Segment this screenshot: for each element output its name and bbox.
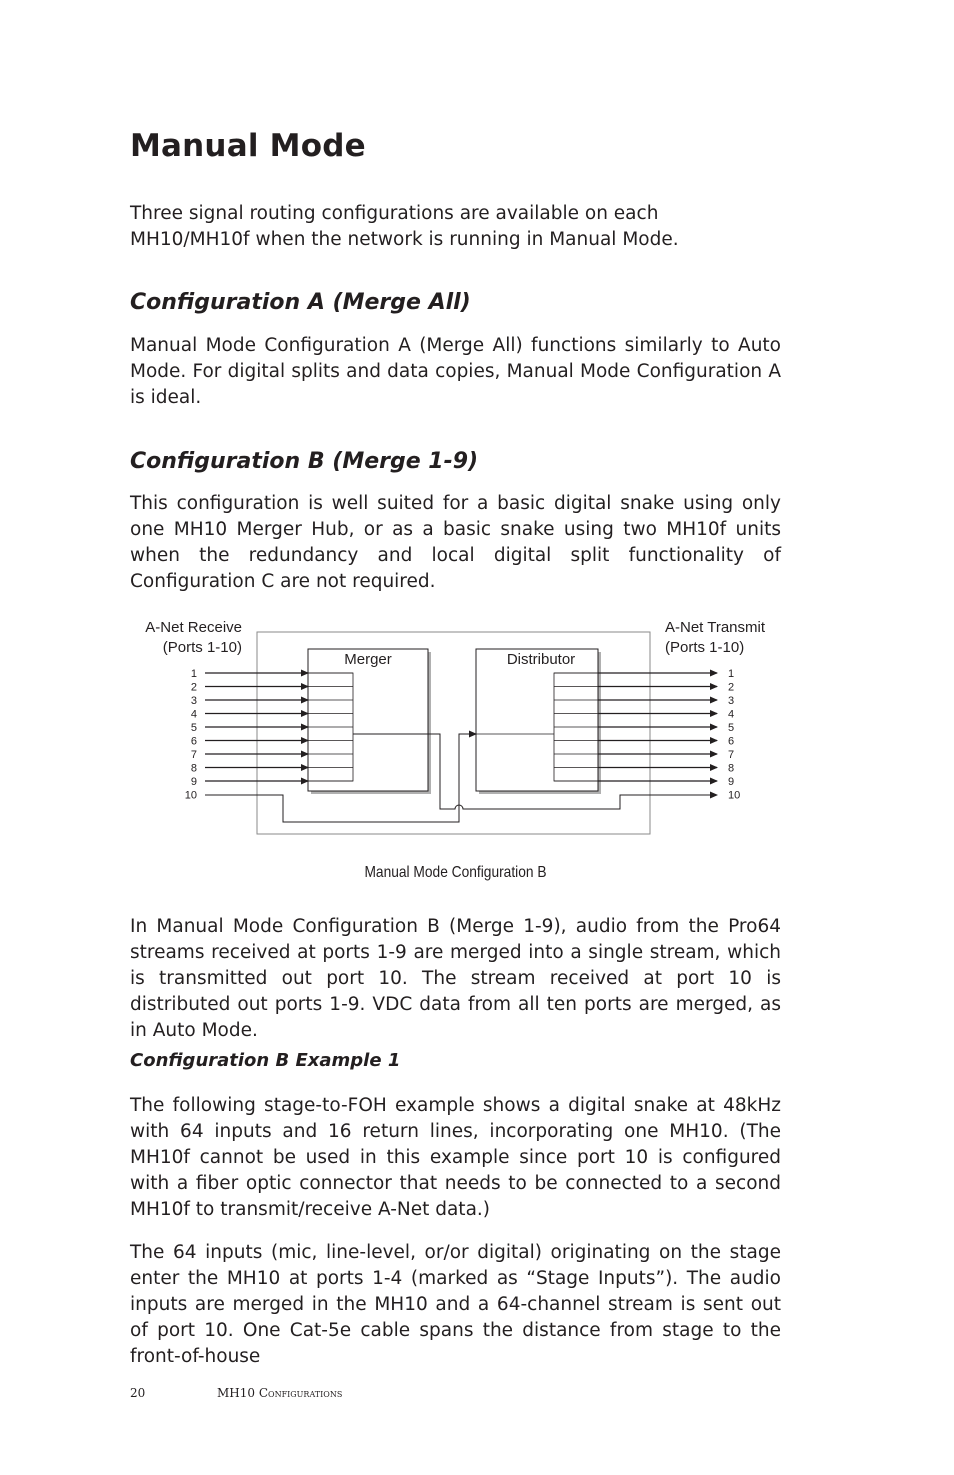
config-a-paragraph: Manual Mode Configuration A (Merge All) functions similarly to Auto Mode. For digital splits and data copies, Manual Mode Configuration A is ideal. — [130, 335, 781, 408]
example-paragraph-2: The 64 inputs (mic, line-level, or/or digital) originating on the stage enter the MH10 at ports 1-4 (marked as “Stage Inputs”). The audio inputs are merged in the MH10 and a 64-channel stream is sent out of port 10. One Cat-5e cable spans the distance from stage to the front-of-house — [130, 1242, 781, 1367]
transmit-ports-label: (Ports 1-10) — [665, 639, 745, 656]
transmit-port-label: 3 — [728, 695, 735, 707]
receive-port-label: 2 — [190, 681, 197, 694]
transmit-port-label: 1 — [728, 668, 735, 680]
distributor-block — [476, 649, 598, 791]
receive-port-label: 7 — [190, 749, 197, 761]
merger-block — [308, 649, 428, 791]
config-b-heading: Configuration B (Merge 1-9) — [130, 449, 479, 474]
merger-label: Merger — [344, 651, 392, 668]
transmit-port-label: 9 — [728, 776, 735, 788]
figure-caption: Manual Mode Configuration B — [364, 864, 547, 881]
config-a-heading: Configuration A (Merge All) — [130, 290, 471, 315]
transmit-port-label: 4 — [728, 708, 735, 721]
receive-port-label: 8 — [190, 762, 197, 775]
receive-port-labels — [185, 668, 197, 802]
routing-diagram — [125, 612, 790, 844]
example-heading: Configuration B Example 1 — [130, 1050, 401, 1071]
receive-port-label: 10 — [184, 789, 197, 802]
transmit-label: A-Net Transmit — [665, 619, 766, 636]
receive-port-label: 6 — [190, 735, 197, 748]
receive-ports-label: (Ports 1-10) — [162, 639, 242, 656]
receive-label: A-Net Receive — [145, 619, 242, 636]
transmit-port-label: 2 — [728, 681, 735, 694]
transmit-port-label: 5 — [728, 722, 735, 734]
transmit-port-label: 6 — [728, 735, 735, 748]
receive-port-label: 3 — [190, 695, 197, 707]
output-arrows — [598, 673, 717, 781]
page-number: 20 — [130, 1386, 146, 1400]
transmit-port-label: 10 — [728, 789, 741, 802]
distributor-label: Distributor — [506, 651, 576, 668]
transmit-port-label: 8 — [728, 762, 735, 775]
receive-port-label: 5 — [190, 722, 197, 734]
page-title: Manual Mode — [130, 128, 366, 164]
transmit-port-labels — [728, 668, 740, 802]
receive-port-label: 4 — [190, 708, 197, 721]
receive-port-label: 1 — [190, 668, 197, 680]
footer-section: MH10 Configurations — [217, 1386, 343, 1400]
intro-paragraph: Three signal routing configurations are available on each MH10/MH10f when the network is running in Manual Mode. — [130, 203, 679, 250]
transmit-port-label: 7 — [728, 749, 735, 761]
config-b-paragraph: This configuration is well suited for a basic digital snake using only one MH10 Merger Hub, or as a basic snake using two MH10f units when the redundancy and local digital split functionality of Configuration C are not required. — [130, 493, 781, 592]
example-paragraph-1: The following stage-to-FOH example shows a digital snake at 48kHz with 64 inputs and 16 return lines, incorporating one MH10. (The MH10f cannot be used in this example since port 10 is configured with a fiber optic connector that needs to be connected to a second MH10f to transmit/receive A-Net data.) — [130, 1095, 781, 1220]
receive-port-label: 9 — [190, 776, 197, 788]
description-paragraph: In Manual Mode Configuration B (Merge 1-9), audio from the Pro64 streams received at ports 1-9 are merged into a single stream, which is transmitted out port 10. The stream received at port 10 is distributed out ports 1-9. VDC data from all ten ports are merged, as in Auto Mode. — [130, 916, 781, 1041]
